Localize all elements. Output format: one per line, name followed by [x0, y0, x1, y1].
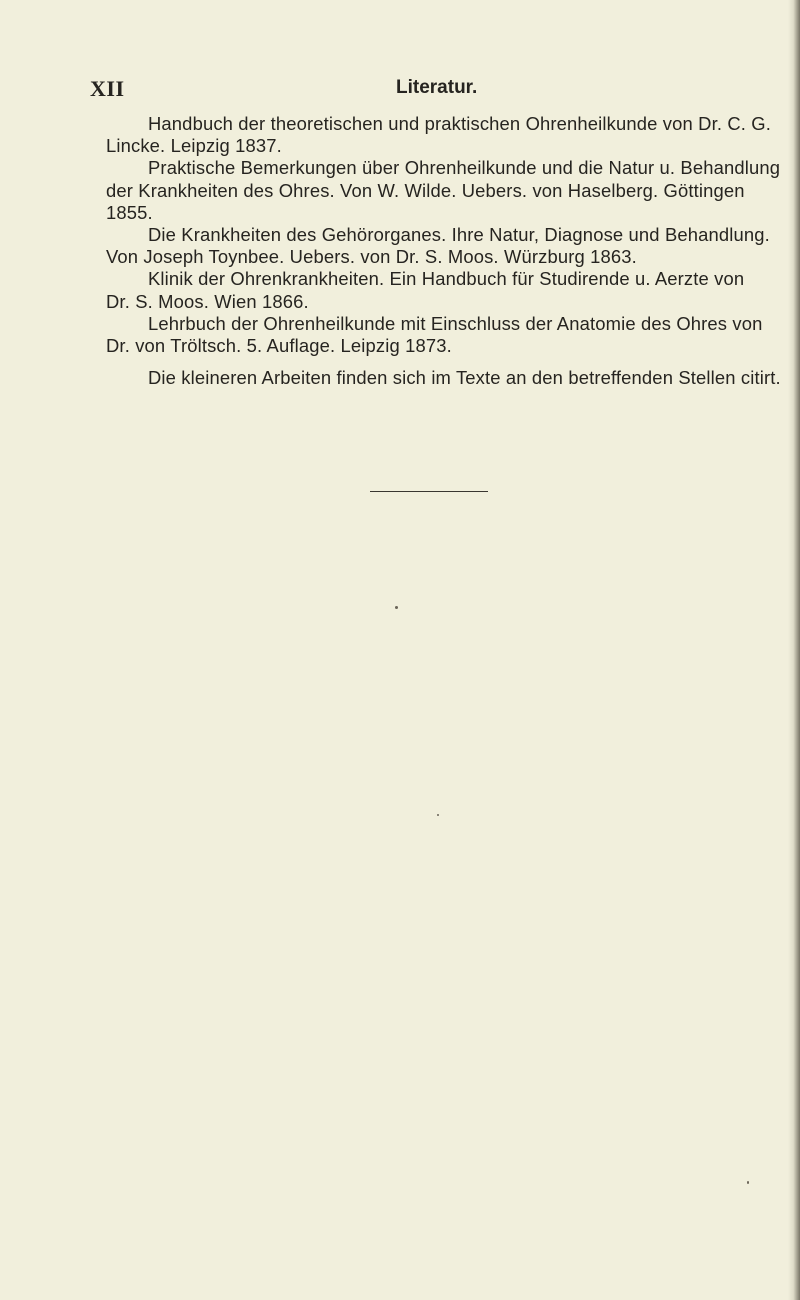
entry-continuation: Lincke. Leipzig 1837.: [106, 135, 282, 157]
paper-speck: [395, 606, 398, 609]
entry-continuation: Dr. von Tröltsch. 5. Auflage. Leipzig 1873.: [106, 335, 452, 357]
page-number: XII: [90, 76, 125, 101]
section-divider: [370, 491, 488, 492]
bibliography-entry: [148, 224, 790, 246]
running-title: Literatur.: [396, 77, 478, 98]
entry-continuation: Dr. S. Moos. Wien 1866.: [106, 290, 309, 312]
closing-note: Die kleineren Arbeiten finden sich im Texte an den betreffenden Stellen citirt.: [148, 367, 781, 388]
bibliography-entry: [148, 157, 790, 179]
bibliography-entry: [148, 268, 790, 290]
page-header: [90, 76, 790, 106]
entry-line: Handbuch der theoretischen und praktischen Ohrenheilkunde von Dr. C. G.: [148, 113, 772, 134]
bibliography-entry: [148, 313, 790, 335]
bibliography-entry: [148, 113, 790, 135]
entry-continuation: der Krankheiten des Ohres. Von W. Wilde. Uebers. von Haselberg. Göttingen 1855.: [106, 179, 745, 223]
entry-line: Lehrbuch der Ohrenheilkunde mit Einschluss der Anatomie des Ohres von: [148, 312, 763, 334]
entry-line: Klinik der Ohrenkrankheiten. Ein Handbuch für Studirende u. Aerzte von: [148, 268, 745, 290]
entry-continuation: Von Joseph Toynbee. Uebers. von Dr. S. Moos. Würzburg 1863.: [106, 246, 637, 268]
entry-line: Praktische Bemerkungen über Ohrenheilkunde und die Natur u. Behandlung: [148, 157, 781, 179]
paper-speck: [437, 814, 439, 816]
entry-line: Die Krankheiten des Gehörorganes. Ihre Natur, Diagnose und Behandlung.: [148, 224, 770, 246]
bibliography-list: [106, 113, 790, 357]
paper-speck: [747, 1181, 749, 1184]
page-edge-shadow: [788, 0, 800, 1300]
